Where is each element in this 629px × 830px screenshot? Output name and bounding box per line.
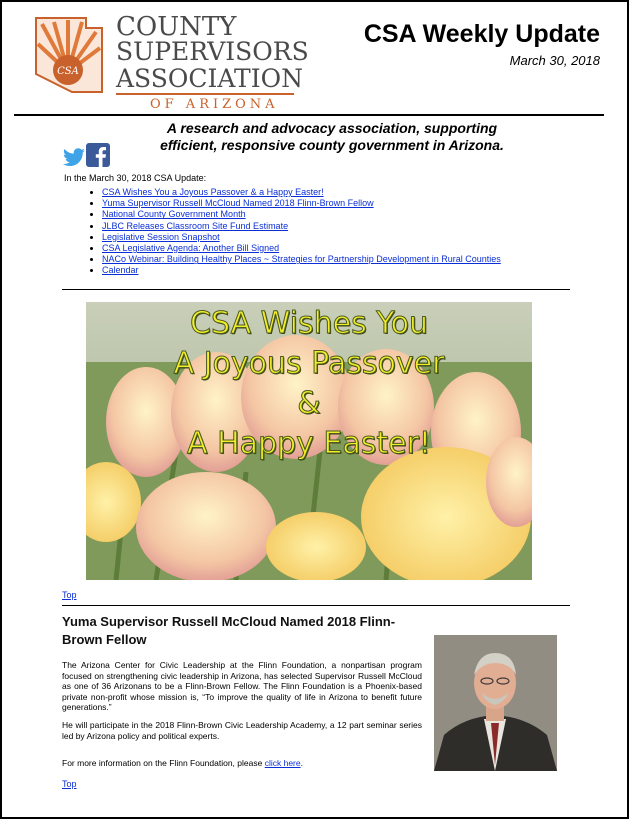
newsletter-date: March 30, 2018	[509, 53, 600, 68]
supervisor-portrait	[434, 635, 557, 771]
toc-item	[102, 209, 501, 220]
article-paragraph-2: He will participate in the 2018 Flinn-Brown Civic Leadership Academy, a 12 part seminar series led by Arizona policy and political experts.	[62, 720, 422, 741]
toc-link-calendar[interactable]: Calendar	[102, 265, 139, 276]
arizona-sunburst-logo-icon	[32, 14, 106, 94]
table-of-contents	[84, 187, 501, 277]
tagline-line-2: efficient, responsive county government in Arizona.	[160, 137, 504, 153]
toc-link-legislative-agenda[interactable]: CSA Legislative Agenda: Another Bill Signed	[102, 243, 280, 254]
toc-item	[102, 232, 501, 243]
greeting-line-2: A Joyous Passover	[173, 346, 445, 381]
portrait-illustration	[434, 635, 557, 771]
article-paragraph-1: The Arizona Center for Civic Leadership at the Flinn Foundation, a nonpartisan program focused on strengthening civic leadership in Arizona, has selected Supervisor Russell McCloud as one of 36 Arizonans to be a Flinn-Brown Fellow. The Flinn Foundation is a Phoenix-based private non-profit whose mission is, “To improve the quality of life in Arizona to benefit future generations.”	[62, 660, 422, 713]
paragraph-3-period: .	[300, 758, 303, 768]
top-link[interactable]: Top	[62, 590, 77, 600]
logo-divider	[116, 93, 294, 95]
logo-text-county: COUNTY	[116, 12, 237, 42]
tagline	[102, 120, 562, 154]
logo-text-supervisors: SUPERVISORS	[116, 37, 309, 66]
toc-item	[102, 221, 501, 232]
logo-text-arizona: OF ARIZONA	[150, 97, 279, 112]
toc-link-county-government-month[interactable]: National County Government Month	[102, 209, 246, 220]
easter-greeting-image	[86, 302, 532, 580]
issue-intro: In the March 30, 2018 CSA Update:	[64, 173, 207, 183]
toc-item	[102, 187, 501, 198]
toc-item	[102, 254, 501, 265]
article-paragraph-3	[62, 758, 422, 769]
logo-text-association: ASSOCIATION	[116, 64, 303, 93]
toc-item	[102, 243, 501, 254]
greeting-line-1: CSA Wishes You	[190, 306, 428, 341]
toc-link-jlbc-estimate[interactable]: JLBC Releases Classroom Site Fund Estimate	[102, 220, 289, 231]
greeting-line-4: A Happy Easter!	[187, 426, 431, 461]
facebook-icon[interactable]	[86, 143, 110, 167]
greeting-line-3: &	[297, 386, 321, 421]
tagline-line-1: A research and advocacy association, supporting	[166, 120, 498, 136]
toc-link-naco-webinar[interactable]: NACo Webinar: Building Healthy Places ~ Strategies for Partnership Development in Rural Counties	[102, 254, 501, 265]
header-divider	[14, 114, 604, 116]
csa-logo	[32, 12, 309, 112]
twitter-icon[interactable]	[62, 148, 86, 168]
top-link[interactable]: Top	[62, 779, 77, 789]
toc-link-passover-easter[interactable]: CSA Wishes You a Joyous Passover & a Happy Easter!	[102, 187, 324, 197]
newsletter-title: CSA Weekly Update	[363, 20, 600, 48]
flinn-click-here-link[interactable]: click here	[264, 758, 301, 768]
article-title: Yuma Supervisor Russell McCloud Named 2018 Flinn-Brown Fellow	[62, 614, 396, 647]
paragraph-3-text: For more information on the Flinn Foundation, please	[62, 758, 265, 768]
section-divider	[62, 289, 570, 290]
toc-link-session-snapshot[interactable]: Legislative Session Snapshot	[102, 231, 220, 242]
toc-link-flinn-brown-fellow[interactable]: Yuma Supervisor Russell McCloud Named 2018 Flinn-Brown Fellow	[102, 198, 374, 209]
toc-item	[102, 265, 501, 276]
toc-item	[102, 198, 501, 209]
section-divider	[62, 605, 570, 606]
logo-badge-text: CSA	[57, 66, 79, 77]
